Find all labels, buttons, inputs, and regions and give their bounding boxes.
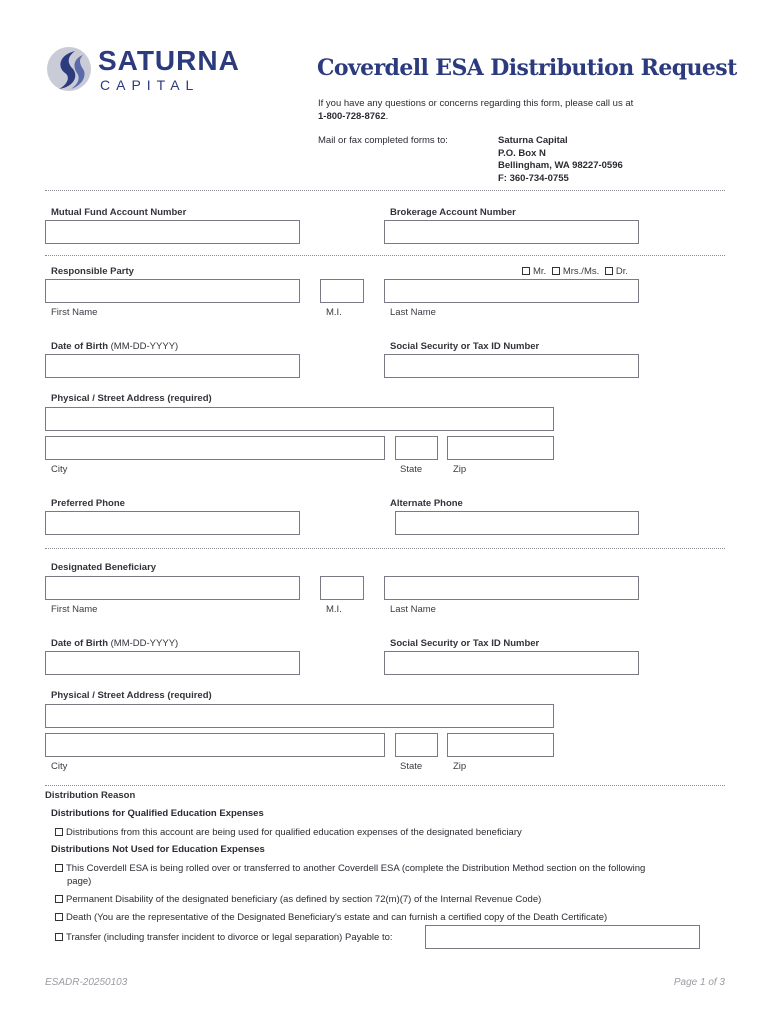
responsible-heading: Responsible Party: [51, 266, 134, 277]
responsible-state-input[interactable]: [395, 436, 438, 460]
responsible-last-name-input[interactable]: [384, 279, 639, 303]
checkbox-mr[interactable]: [522, 267, 530, 275]
beneficiary-address-label: Physical / Street Address (required): [51, 690, 212, 701]
contact-phone: 1-800-728-8762: [318, 110, 386, 122]
state-caption: State: [400, 761, 423, 772]
last-name-caption: Last Name: [390, 604, 436, 615]
mutual-fund-label: Mutual Fund Account Number: [51, 207, 187, 218]
checkbox[interactable]: [55, 895, 63, 903]
checkbox[interactable]: [55, 864, 63, 872]
qualified-option[interactable]: Distributions from this account are being used for qualified education expenses of the designated beneficiary: [55, 826, 522, 839]
responsible-ssn-label: Social Security or Tax ID Number: [390, 341, 540, 352]
beneficiary-ssn-label: Social Security or Tax ID Number: [390, 638, 540, 649]
reason-heading: Distribution Reason: [45, 790, 136, 801]
alternate-phone-label: Alternate Phone: [390, 498, 463, 509]
not-qualified-heading: Distributions Not Used for Education Expenses: [51, 844, 265, 855]
checkbox[interactable]: [55, 913, 63, 921]
beneficiary-first-name-input[interactable]: [45, 576, 300, 600]
first-name-caption: First Name: [51, 307, 98, 318]
checkbox[interactable]: [55, 828, 63, 836]
zip-caption: Zip: [453, 464, 467, 475]
checkbox-mrs-ms[interactable]: [552, 267, 560, 275]
divider: [45, 255, 725, 256]
last-name-caption: Last Name: [390, 307, 436, 318]
beneficiary-zip-input[interactable]: [447, 733, 554, 757]
brokerage-label: Brokerage Account Number: [390, 207, 516, 218]
contact-info: If you have any questions or concerns regarding this form, please call us at 1-800-728-8762.: [318, 98, 634, 122]
beneficiary-last-name-input[interactable]: [384, 576, 639, 600]
swirl-logo-icon: [45, 45, 93, 93]
responsible-address-label: Physical / Street Address (required): [51, 393, 212, 404]
logo-name: SATURNA: [98, 45, 240, 76]
death-option[interactable]: Death (You are the representative of the Designated Beneficiary's estate and can furnish a certified copy of the Death Certificate): [55, 911, 607, 924]
first-name-caption: First Name: [51, 604, 98, 615]
mail-label: Mail or fax completed forms to:: [318, 135, 448, 146]
form-code: ESADR-20250103: [45, 977, 128, 988]
checkbox[interactable]: [55, 933, 63, 941]
responsible-street-input[interactable]: [45, 407, 554, 431]
page-number: Page 1 of 3: [673, 977, 725, 988]
logo-sub: CAPITAL: [100, 77, 200, 93]
city-caption: City: [51, 761, 68, 772]
transfer-option[interactable]: Transfer (including transfer incident to divorce or legal separation) Payable to:: [55, 931, 393, 944]
transfer-payable-input[interactable]: [425, 925, 700, 949]
beneficiary-state-input[interactable]: [395, 733, 438, 757]
qualified-heading: Distributions for Qualified Education Expenses: [51, 808, 264, 819]
rollover-option[interactable]: This Coverdell ESA is being rolled over or transferred to another Coverdell ESA (complete the Distribution Method section on the following page): [55, 862, 715, 888]
divider: [45, 785, 725, 786]
alternate-phone-input[interactable]: [395, 511, 639, 535]
divider: [45, 548, 725, 549]
disability-option[interactable]: Permanent Disability of the designated beneficiary (as defined by section 72(m)(7) of the Internal Revenue Code): [55, 893, 541, 906]
preferred-phone-label: Preferred Phone: [51, 498, 125, 509]
contact-line: If you have any questions or concerns regarding this form, please call us at: [318, 98, 634, 109]
responsible-mi-input[interactable]: [320, 279, 364, 303]
beneficiary-ssn-input[interactable]: [384, 651, 639, 675]
beneficiary-mi-input[interactable]: [320, 576, 364, 600]
beneficiary-heading: Designated Beneficiary: [51, 562, 157, 573]
title-options: Mr. Mrs./Ms. Dr.: [522, 266, 628, 277]
zip-caption: Zip: [453, 761, 467, 772]
checkbox-dr[interactable]: [605, 267, 613, 275]
responsible-city-input[interactable]: [45, 436, 385, 460]
beneficiary-dob-input[interactable]: [45, 651, 300, 675]
responsible-first-name-input[interactable]: [45, 279, 300, 303]
divider: [45, 190, 725, 191]
responsible-dob-label: Date of Birth (MM-DD-YYYY): [51, 341, 179, 352]
mi-caption: M.I.: [326, 307, 342, 318]
mi-caption: M.I.: [326, 604, 342, 615]
responsible-ssn-input[interactable]: [384, 354, 639, 378]
responsible-dob-input[interactable]: [45, 354, 300, 378]
beneficiary-street-input[interactable]: [45, 704, 554, 728]
beneficiary-dob-label: Date of Birth (MM-DD-YYYY): [51, 638, 179, 649]
brokerage-input[interactable]: [384, 220, 639, 244]
mail-address: Saturna Capital P.O. Box N Bellingham, WA 98227-0596 F: 360-734-0755: [498, 135, 623, 184]
beneficiary-city-input[interactable]: [45, 733, 385, 757]
city-caption: City: [51, 464, 68, 475]
preferred-phone-input[interactable]: [45, 511, 300, 535]
state-caption: State: [400, 464, 423, 475]
mutual-fund-input[interactable]: [45, 220, 300, 244]
page-title: Coverdell ESA Distribution Request: [317, 55, 737, 81]
responsible-zip-input[interactable]: [447, 436, 554, 460]
